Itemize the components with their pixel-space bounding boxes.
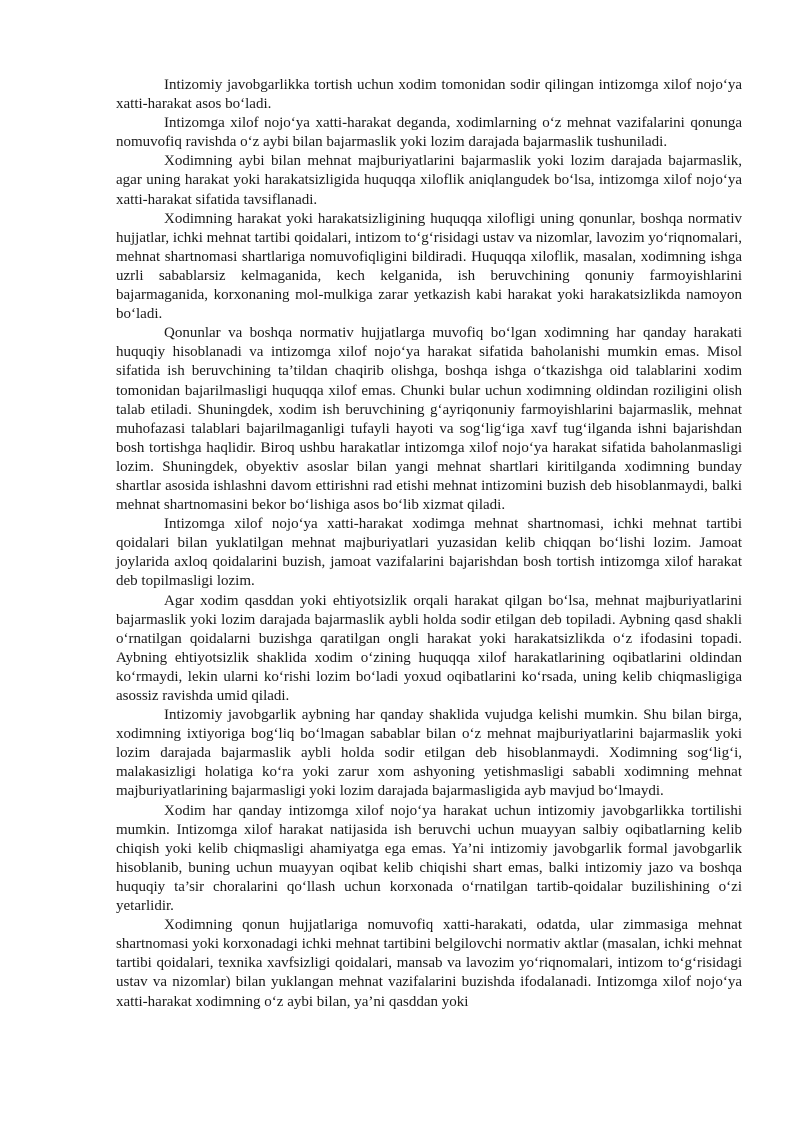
paragraph: Agar xodim qasddan yoki ehtiyotsizlik orqali harakat qilgan bo‘lsa, mehnat majburiyatlarini bajarmaslik yoki lozim darajada bajarmaslik aybli holda sodir etilgan deb topiladi. Aybning qasd shakli o‘rnatilgan qoidalarni buzishga qaratilgan ongli harakat yoki harakatsizlikda o‘z ifodasini topadi. Aybning ehtiyotsizlik shaklida xodim o‘zining huquqqa xilof harakatlarining oqibatlarini oldindan ko‘rmaydi, lekin ularni ko‘rishi lozim bo‘ladi yoxud oqibatlarini ko‘rsada, uning kelib chiqmasligiga asossiz ravishda umid qiladi. [116, 592, 742, 704]
paragraph: Intizomga xilof nojo‘ya xatti-harakat deganda, xodimlarning o‘z mehnat vazifalarini qonunga nomuvofiq ravishda o‘z aybi bilan bajarmaslik yoki lozim darajada bajarmaslik tushuniladi. [116, 115, 742, 151]
paragraph: Qonunlar va boshqa normativ hujjatlarga muvofiq bo‘lgan xodimning har qanday harakati huquqiy hisoblanadi va intizomga xilof nojo‘ya harakat sifatida baholanishi mumkin emas. Misol sifatida ish beruvchining ta’tildan chaqirib olishga, boshqa ishga o‘tkazishga oid talablarini xodim tomonidan bajarilmasligi huquqqa xilof emas. Chunki bular uchun xodimning oldindan roziligini olish talab etiladi. Shuningdek, xodim ish beruvchining g‘ayriqonuniy farmoyishlarini bajarmaslik, mehnat muhofazasi talablari bajarilmaganligi tufayli hayoti va sog‘lig‘iga xavf tug‘ilganda ishni bajarishdan bosh tortishga haqlidir. Biroq ushbu harakatlar intizomga xilof nojo‘ya harakat sifatida baholanmasligi lozim. Shuningdek, obyektiv asoslar bilan yangi mehnat shartlari kiritilganda xodimning bunday shartlar asosida ishlashni davom ettirishni rad etishi mehnat intizomini buzish deb hisoblanmaydi, balki mehnat shartnomasini bekor bo‘lishiga asos bo‘lib xizmat qiladi. [116, 325, 742, 514]
document-page [116, 76, 742, 1012]
paragraph: Xodimning harakat yoki harakatsizligining huquqqa xilofligi uning qonunlar, boshqa normativ hujjatlar, ichki mehnat tartibi qoidalari, intizom to‘g‘risidagi ustav va nizomlar, lavozim yo‘riqnomalari, mehnat shartnomasi shartlariga nomuvofiqligini bildiradi. Huquqqa xiloflik, masalan, xodimning ishga uzrli sabablarsiz kelmaganida, kech kelganida, ish beruvchining qonuniy farmoyishlarini bajarmaganida, korxonaning mol-mulkiga zarar yetkazish kabi harakat yoki harakatsizlikda namoyon bo‘ladi. [116, 210, 742, 323]
paragraph: Intizomiy javobgarlik aybning har qanday shaklida vujudga kelishi mumkin. Shu bilan birga, xodimning ixtiyoriga bog‘liq bo‘lmagan sabablar bilan o‘z mehnat majburiyatlarini bajarmaslik yoki lozim darajada bajarmaslik aybli holda sodir etilgan deb hisoblanmaydi. Xodimning sog‘lig‘i, malakasizligi holatiga ko‘ra yoki zarur xom ashyoning yetishmasligi sababli xodimning mehnat majburiyatlarining bajarmasligi yoki lozim darajada bajarmasligida ayb mavjud bo‘lmaydi. [116, 707, 742, 800]
paragraph: Intizomga xilof nojo‘ya xatti-harakat xodimga mehnat shartnomasi, ichki mehnat tartibi qoidalari bilan yuklatilgan mehnat majburiyatlari yuzasidan kelib chiqqan bo‘lishi lozim. Jamoat joylarida axloq qoidalarini buzish, jamoat vazifalarini bajarishdan bosh tortish intizomga xilof harakat deb topilmasligi lozim. [116, 516, 742, 590]
paragraph: Xodimning aybi bilan mehnat majburiyatlarini bajarmaslik yoki lozim darajada bajarmaslik, agar uning harakat yoki harakatsizligida huquqqa xiloflik aniqlangudek bo‘lsa, intizomga xilof nojo‘ya xatti-harakat sifatida tavsiflanadi. [116, 153, 742, 208]
paragraph: Xodimning qonun hujjatlariga nomuvofiq xatti-harakati, odatda, ular zimmasiga mehnat shartnomasi yoki korxonadagi ichki mehnat tartibini belgilovchi normativ aktlar (masalan, ichki mehnat tartibi qoidalari, texnika xavfsizligi qoidalari, mansab va lavozim yo‘riqnomalari, intizom to‘g‘risidagi ustav va nizomlar) bilan yuklangan mehnat vazifalarini buzishda ifodalanadi. Intizomga xilof nojo‘ya xatti-harakat xodimning o‘z aybi bilan, ya’ni qasddan yoki [116, 917, 742, 1010]
paragraph: Intizomiy javobgarlikka tortish uchun xodim tomonidan sodir qilingan intizomga xilof nojo‘ya xatti-harakat asos bo‘ladi. [116, 77, 742, 113]
paragraph: Xodim har qanday intizomga xilof nojo‘ya harakat uchun intizomiy javobgarlikka tortilishi mumkin. Intizomga xilof harakat natijasida ish beruvchi uchun muayyan salbiy oqibatlarning kelib chiqish yoki kelib chiqmasligi ahamiyatga ega emas. Ya’ni intizomiy javobgarlik formal javobgarlik hisoblanib, buning uchun muayyan oqibat kelib chiqishi shart emas, balki intizomiy jazo va boshqa huquqiy ta’sir choralarini qo‘llash uchun korxonada o‘rnatilgan tartib-qoidalar buzilishining o‘zi yetarlidir. [116, 802, 742, 915]
